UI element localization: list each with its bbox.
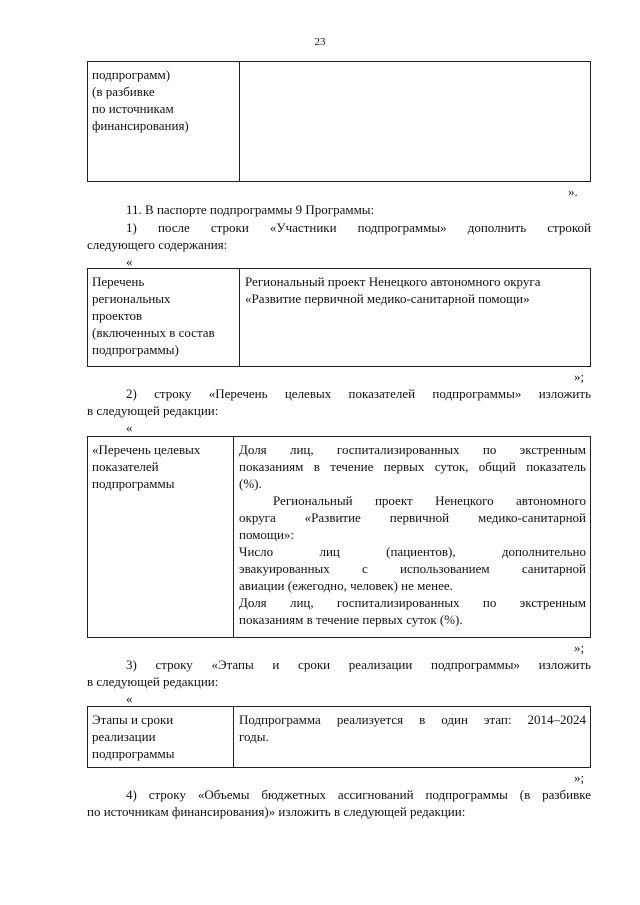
paragraph-sub3-line2: в следующей редакции: (87, 674, 219, 689)
table-target-indicators (87, 436, 591, 638)
text-line: авиации (ежегодно, человек) не менее. (239, 578, 453, 593)
opening-quote: « (126, 420, 133, 435)
text-line: региональных (92, 291, 171, 306)
text-line: Число лиц (пациентов), дополнительно (239, 544, 586, 559)
closing-quote: »; (574, 369, 585, 384)
paragraph-item-11: 11. В паспорте подпрограммы 9 Программы: (126, 202, 375, 217)
text-line: округа «Развитие первичной медико-санитарной (239, 510, 586, 525)
text-line: годы. (239, 729, 269, 744)
text-line: подпрограммы (92, 746, 175, 761)
table-right-cell (240, 62, 590, 181)
text-line: (включенных в состав (92, 325, 215, 340)
table-right-cell (234, 707, 590, 767)
text-line: показаниям в течение первых суток, общий показатель (239, 459, 586, 474)
closing-quote: »; (574, 770, 585, 785)
closing-quote: »; (574, 640, 585, 655)
table-regional-projects (87, 268, 591, 367)
closing-quote: ». (568, 184, 578, 199)
text-line: Региональный проект Ненецкого автономного округа (245, 274, 541, 289)
paragraph-sub1-line2: следующего содержания: (87, 237, 228, 252)
text-line: «Перечень целевых (92, 442, 201, 457)
text-line: финансирования) (92, 118, 189, 133)
text-line: Региональный проект Ненецкого автономного (273, 493, 586, 508)
table-stages-terms (87, 706, 591, 768)
text-line: реализации (92, 729, 156, 744)
text-line: подпрограмм) (92, 67, 171, 82)
text-line: Доля лиц, госпитализированных по экстренным (239, 595, 586, 610)
table-left-cell (88, 269, 240, 366)
table-left-cell (88, 437, 234, 637)
paragraph-sub3-line1: 3) строку «Этапы и сроки реализации подпрограммы» изложить (126, 657, 591, 672)
text-line: Доля лиц, госпитализированных по экстренным (239, 442, 586, 457)
paragraph-sub2-line1: 2) строку «Перечень целевых показателей подпрограммы» изложить (126, 386, 591, 401)
table-financing-continuation (87, 61, 591, 182)
text-line: (в разбивке (92, 84, 155, 99)
table-left-cell (88, 707, 234, 767)
text-line: проектов (92, 308, 143, 323)
text-line: подпрограммы (92, 476, 175, 491)
page-number: 23 (314, 36, 326, 48)
text-line: показателей (92, 459, 159, 474)
text-line: эвакуированных с использованием санитарной (239, 561, 586, 576)
text-line: «Развитие первичной медико-санитарной помощи» (245, 291, 530, 306)
table-left-cell (88, 62, 240, 181)
text-line: (%). (239, 476, 262, 491)
text-line: подпрограммы) (92, 342, 179, 357)
text-line: Этапы и сроки (92, 712, 174, 727)
table-right-cell (240, 269, 590, 366)
opening-quote: « (126, 254, 133, 269)
text-line: по источникам (92, 101, 174, 116)
opening-quote: « (126, 691, 133, 706)
text-line: помощи»: (239, 527, 295, 542)
text-line: Перечень (92, 274, 145, 289)
text-line: Подпрограмма реализуется в один этап: 2014–2024 (239, 712, 586, 727)
paragraph-sub4-line1: 4) строку «Объемы бюджетных ассигнований подпрограммы (в разбивке (126, 787, 591, 802)
paragraph-sub4-line2: по источникам финансирования)» изложить в следующей редакции: (87, 804, 466, 819)
paragraph-sub2-line2: в следующей редакции: (87, 403, 219, 418)
paragraph-sub1-line1: 1) после строки «Участники подпрограммы» дополнить строкой (126, 220, 591, 235)
text-line: показаниям в течение первых суток (%). (239, 612, 463, 627)
table-right-cell (234, 437, 590, 637)
